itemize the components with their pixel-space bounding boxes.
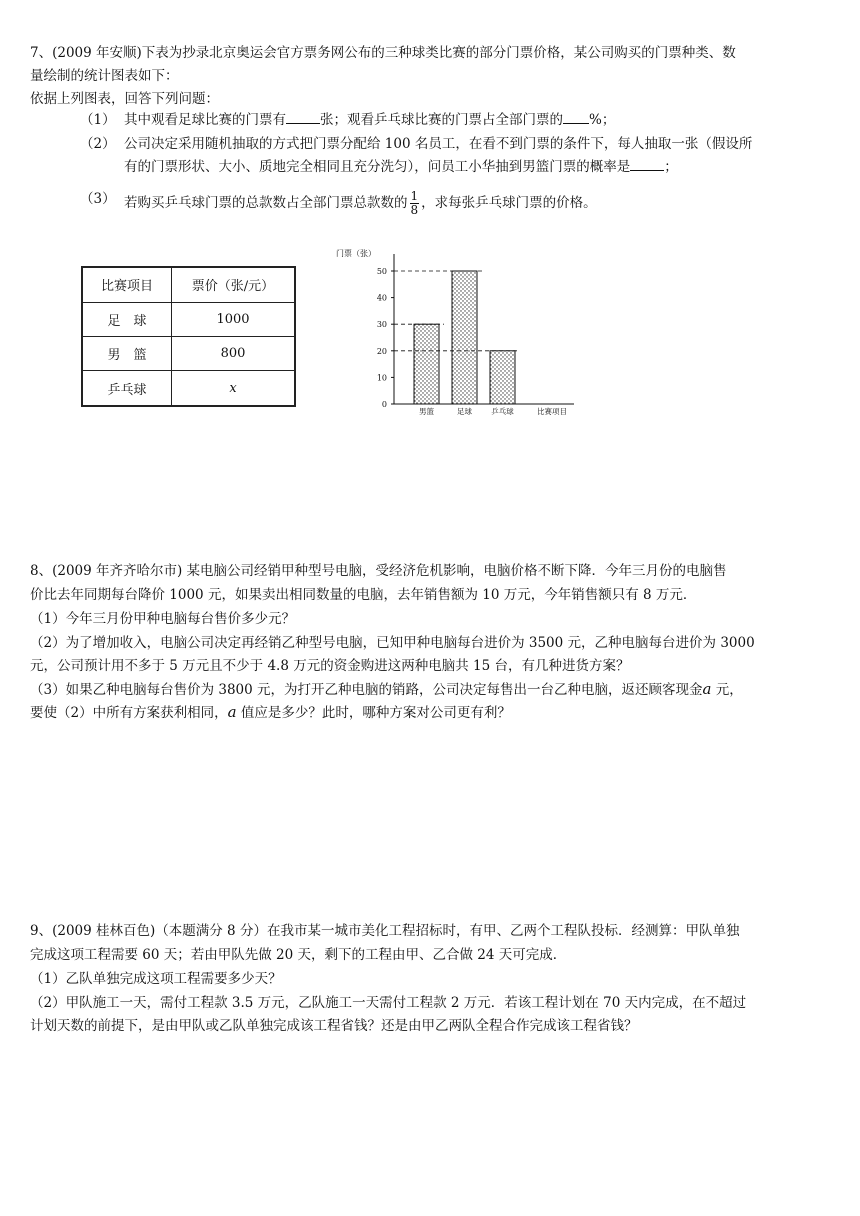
bar bbox=[490, 351, 515, 404]
fraction-denominator: 8 bbox=[410, 203, 419, 217]
table-cell: 足 球 bbox=[82, 302, 172, 336]
q8-part3-line-1 bbox=[30, 680, 743, 699]
variable-a: a bbox=[702, 680, 712, 698]
answer-blank bbox=[563, 111, 589, 124]
ticket-price-table bbox=[81, 266, 296, 407]
q7-part1-text-a: 其中观看足球比赛的门票有 bbox=[124, 112, 286, 128]
q8-part3-text-d: 值应是多少？此时，哪种方案对公司更有利？ bbox=[236, 705, 511, 721]
x-axis-label: 比赛项目 bbox=[537, 407, 567, 416]
q7-part3-text-b: ，求每张乒乓球门票的价格。 bbox=[421, 195, 597, 211]
y-axis-label: 门票（张） bbox=[336, 249, 376, 258]
q7-part1-text-b: 张；观看乒乓球比赛的门票占全部门票的 bbox=[320, 112, 563, 128]
q7-part3-number: （3） bbox=[80, 191, 116, 207]
q9-part1: （1）乙队单独完成这项工程需要多少天？ bbox=[30, 971, 282, 987]
variable-a: a bbox=[227, 703, 237, 721]
fraction-one-eighth bbox=[410, 190, 420, 217]
q8-part2-line-1: （2）为了增加收入，电脑公司决定再经销乙种型号电脑，已知甲种电脑每台进价为 3500 元，乙种电脑每台进价为 3000 bbox=[30, 635, 755, 651]
table-header-row bbox=[82, 267, 295, 302]
y-tick-label: 40 bbox=[376, 293, 387, 303]
q9-part2-line-2: 计划天数的前提下，是由甲队或乙队单独完成该工程省钱？还是由甲乙两队全程合作完成该工程省钱？ bbox=[30, 1018, 638, 1034]
q8-part1: （1）今年三月份甲种电脑每台售价多少元？ bbox=[30, 611, 296, 627]
q7-part3-text bbox=[124, 190, 597, 217]
q9-line-1: 9、(2009 桂林百色)（本题满分 8 分）在我市某一城市美化工程招标时，有甲、乙两个工程队投标．经测算：甲队单独 bbox=[30, 923, 740, 939]
q8-part2-line-2: 元，公司预计用不多于 5 万元且不少于 4.8 万元的资金购进这两种电脑共 15 台，有几种进货方案？ bbox=[30, 658, 630, 674]
table-row bbox=[82, 302, 295, 336]
q7-intro-line-2: 量绘制的统计图表如下： bbox=[30, 68, 179, 84]
q7-part1-text bbox=[124, 111, 615, 129]
table-cell: 男 篮 bbox=[82, 336, 172, 370]
q9-part2-line-1: （2）甲队施工一天，需付工程款 3.5 万元，乙队施工一天需付工程款 2 万元．若该工程计划在 70 天内完成，在不超过 bbox=[30, 995, 747, 1011]
y-tick-label: 20 bbox=[376, 346, 387, 356]
q8-part3-text-b: 元， bbox=[711, 682, 743, 698]
table-cell: 800 bbox=[172, 336, 296, 370]
q7-part2-text-c: ； bbox=[664, 159, 678, 175]
q7-intro-line-3: 依据上列图表，回答下列问题： bbox=[30, 91, 219, 107]
table-cell: 1000 bbox=[172, 302, 296, 336]
q7-part1-number: （1） bbox=[80, 112, 116, 128]
bar bbox=[414, 324, 439, 404]
table-row bbox=[82, 336, 295, 370]
table-cell: 乒乓球 bbox=[82, 371, 172, 406]
table-header-cell: 票价（张/元） bbox=[172, 267, 296, 302]
q7-part3-text-a: 若购买乒乓球门票的总款数占全部门票总款数的 bbox=[124, 195, 408, 211]
x-category-label: 乒乓球 bbox=[491, 407, 514, 416]
q7-part2-line-1: 公司决定采用随机抽取的方式把门票分配给 100 名员工，在看不到门票的条件下，每人抽取一张（假设所 bbox=[124, 136, 753, 152]
y-tick-label: 50 bbox=[376, 267, 387, 276]
fraction-numerator: 1 bbox=[410, 189, 419, 203]
table-header-cell: 比赛项目 bbox=[82, 267, 172, 302]
table-row bbox=[82, 371, 295, 406]
answer-blank bbox=[630, 158, 664, 171]
ticket-count-bar-chart bbox=[330, 240, 590, 430]
table-cell: x bbox=[172, 371, 296, 406]
q8-part3-text-a: （3）如果乙种电脑每台售价为 3800 元，为打开乙种电脑的销路，公司决定每售出一台乙种电脑，返还顾客现金 bbox=[30, 682, 703, 698]
y-tick-label: 10 bbox=[376, 373, 387, 383]
y-tick-label: 30 bbox=[376, 320, 387, 330]
q7-intro-line-1: 7、(2009 年安顺)下表为抄录北京奥运会官方票务网公布的三种球类比赛的部分门票价格，某公司购买的门票种类、数 bbox=[30, 45, 736, 61]
q8-part3-line-2 bbox=[30, 703, 511, 722]
bar bbox=[452, 271, 477, 404]
x-category-label: 足球 bbox=[457, 407, 472, 416]
x-category-label: 男篮 bbox=[419, 407, 434, 416]
q8-line-1: 8、(2009 年齐齐哈尔市) 某电脑公司经销甲种型号电脑，受经济危机影响，电脑价格不断下降．今年三月份的电脑售 bbox=[30, 563, 727, 579]
q8-line-2: 价比去年同期每台降价 1000 元，如果卖出相同数量的电脑，去年销售额为 10 万元，今年销售额只有 8 万元． bbox=[30, 587, 697, 603]
q7-part1-text-c: %； bbox=[589, 112, 616, 128]
y-tick-label: 0 bbox=[381, 400, 387, 409]
q8-part3-text-c: 要使（2）中所有方案获利相同， bbox=[30, 705, 228, 721]
q7-part2-number: （2） bbox=[80, 136, 116, 152]
q9-line-2: 完成这项工程需要 60 天；若由甲队先做 20 天，剩下的工程由甲、乙合做 24 天可完成． bbox=[30, 947, 567, 963]
q7-part2-line-2 bbox=[124, 158, 678, 176]
answer-blank bbox=[286, 111, 320, 124]
q7-part2-text-b: 有的门票形状、大小、质地完全相同且充分洗匀），问员工小华抽到男篮门票的概率是 bbox=[124, 159, 631, 175]
